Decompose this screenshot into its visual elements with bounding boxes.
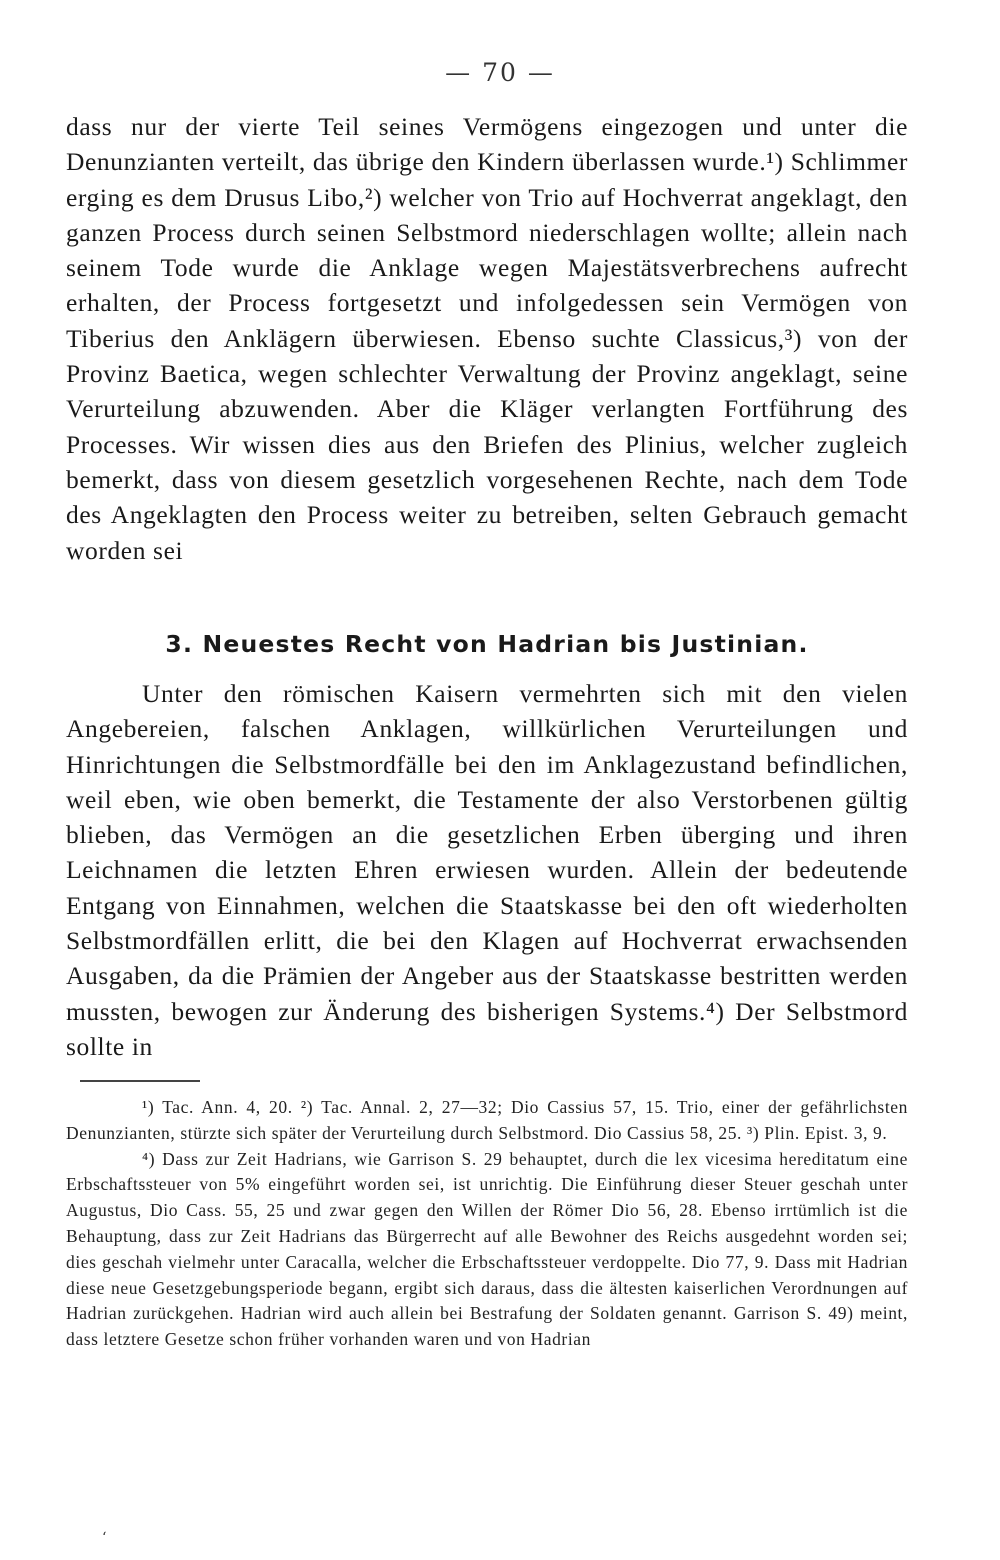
footnote-block-1: ¹) Tac. Ann. 4, 20. ²) Tac. Annal. 2, 27—32; Dio Cassius 57, 15. Trio, einer der gefährlichsten Denunzianten, stürzte sich später der Verurteilung durch Selbstmord. Dio Cassius 58, 25. ³) Plin. Epist. 3, 9. (66, 1097, 908, 1143)
body-paragraph-1: dass nur der vierte Teil seines Vermögens eingezogen und unter die Denunzianten verteilt, das übrige den Kindern überlassen wurde.¹) Schlimmer erging es dem Drusus Libo,²) welcher von Trio auf Hochverrat angeklagt, den ganzen Process durch seinen Selbstmord niederschlagen wollte; allein nach seinem Tode wurde die Anklage wegen Majestätsverbrechens aufrecht erhalten, der Process fortgesetzt und infolgedessen sein Vermögen von Tiberius den Anklägern überwiesen. Ebenso suchte Classicus,³) von der Provinz Baetica, wegen schlechter Verwaltung der Provinz angeklagt, seine Verurteilung abzuwenden. Aber die Kläger verlangten Fortführung des Processes. Wir wissen dies aus den Briefen des Plinius, welcher zugleich bemerkt, dass von diesem gesetzlich vorgesehenen Rechte, nach dem Tode des Angeklagten den Process weiter zu betreiben, selten Gebrauch gemacht worden sei (66, 112, 908, 565)
footnote-block-2: ⁴) Dass zur Zeit Hadrians, wie Garrison S. 29 behauptet, durch die lex vicesima hereditatum eine Erbschaftssteuer von 5% eingeführt worden sei, ist unrichtig. Die Einführung dieser Steuer geschah unter Augustus, Dio Cass. 55, 25 und zwar gegen den Willen der Römer Dio 56, 28. Ebenso irrtümlich ist die Behauptung, dass zur Zeit Hadrians das Bürgerrecht auf alle Bewohner des Reichs ausgedehnt worden sei; dies geschah vielmehr unter Caracalla, welcher die Erbschaftssteuer verdoppelte. Dio 77, 9. Dass mit Hadrian diese neue Gesetzgebungsperiode begann, ergibt sich daraus, dass die ältesten kaiserlichen Verordnungen auf Hadrian zurückgehen. Hadrian wird auch allein bei Bestrafung der Soldaten genannt. Garrison S. 49) meint, dass letztere Gesetze schon früher vorhanden waren und von Hadrian (66, 1148, 908, 1350)
section-heading: 3. Neuestes Recht von Hadrian bis Justinian. (165, 630, 809, 658)
footnote-divider (80, 1080, 200, 1082)
body-paragraph-2: Unter den römischen Kaisern vermehrten sich mit den vielen Angebereien, falschen Anklagen, willkürlichen Verurteilungen und Hinrichtungen die Selbstmordfälle bei den im Anklagezustand befindlichen, weil eben, wie oben bemerkt, die Testamente der also Verstorbenen gültig blieben, das Vermögen an die gesetzlichen Erben überging und ihren Leichnamen die letzten Ehren erwiesen wurden. Allein der bedeutende Entgang von Einnahmen, welchen die Staatskasse bei den oft wiederholten Selbstmordfällen erlitt, die bei den Klagen auf Hochverrat erwachsenden Ausgaben, da die Prämien der Angeber aus der Staatskasse bestritten werden mussten, bewogen zur Änderung des bisherigen Systems.⁴) Der Selbstmord sollte in (66, 679, 908, 1061)
page-number: — 70 — (445, 58, 555, 87)
bottom-mark: ʻ (102, 1530, 107, 1546)
footnotes (66, 1095, 908, 1353)
